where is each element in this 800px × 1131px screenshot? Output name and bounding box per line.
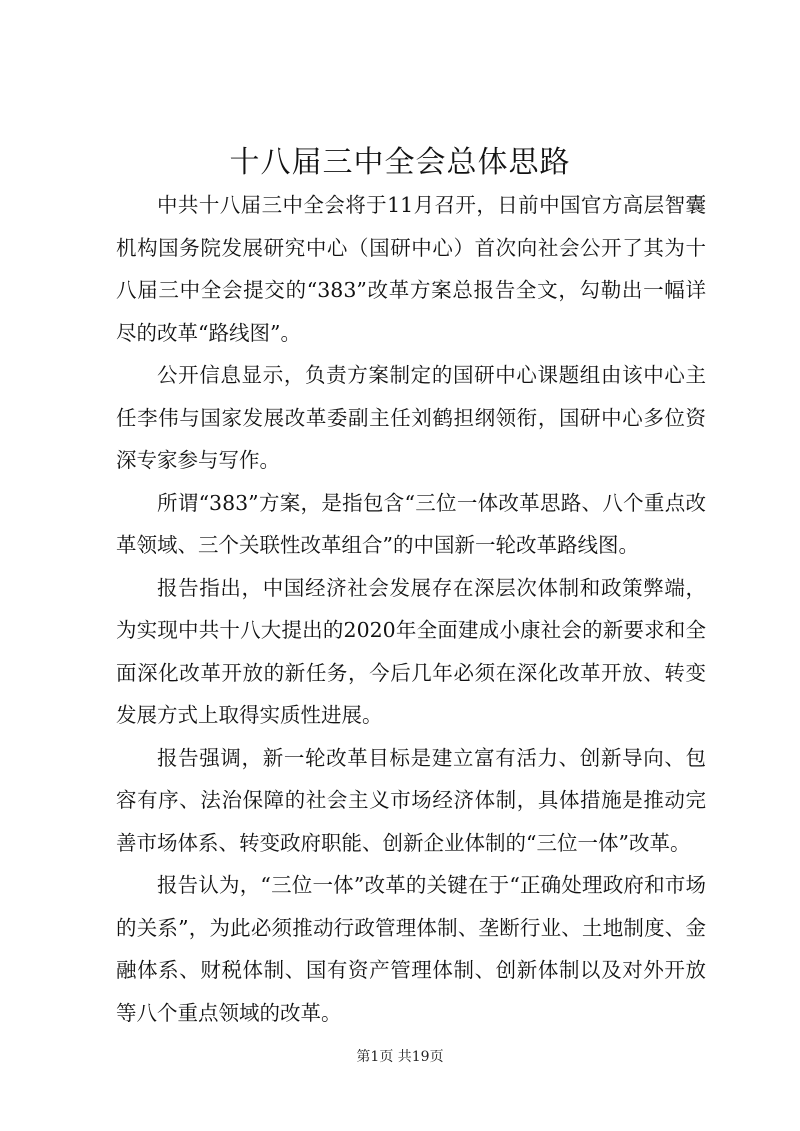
paragraph: 报告认为，“三位一体”改革的关键在于“正确处理政府和市场的关系”，为此必须推动行政管理体制、垄断行业、土地制度、金融体系、财税体制、国有资产管理体制、创新体制以及对外开放等八个重点领域的改革。 [116, 873, 706, 1025]
document-body [116, 184, 706, 1034]
paragraph: 报告指出，中国经济社会发展存在深层次体制和政策弊端，为实现中共十八大提出的2020年全面建成小康社会的新要求和全面深化改革开放的新任务，今后几年必须在深化改革开放、转变发展方式上取得实质性进展。 [116, 575, 706, 727]
page-footer: 第1页 共19页 [356, 1049, 444, 1065]
paragraph: 报告强调，新一轮改革目标是建立富有活力、创新导向、包容有序、法治保障的社会主义市场经济体制，具体措施是推动完善市场体系、转变政府职能、创新企业体制的“三位一体”改革。 [116, 745, 706, 855]
document-title: 十八届三中全会总体思路 [229, 145, 571, 180]
paragraph: 公开信息显示，负责方案制定的国研中心课题组由该中心主任李伟与国家发展改革委副主任刘鹤担纲领衔，国研中心多位资深专家参与写作。 [116, 363, 706, 472]
paragraph: 所谓“383”方案，是指包含“三位一体改革思路、八个重点改革领域、三个关联性改革组合”的中国新一轮改革路线图。 [116, 490, 706, 557]
paragraph: 中共十八届三中全会将于11月召开，日前中国官方高层智囊机构国务院发展研究中心（国研中心）首次向社会公开了其为十八届三中全会提交的“383”改革方案总报告全文，勾勒出一幅详尽的改革“路线图”。 [116, 193, 706, 345]
